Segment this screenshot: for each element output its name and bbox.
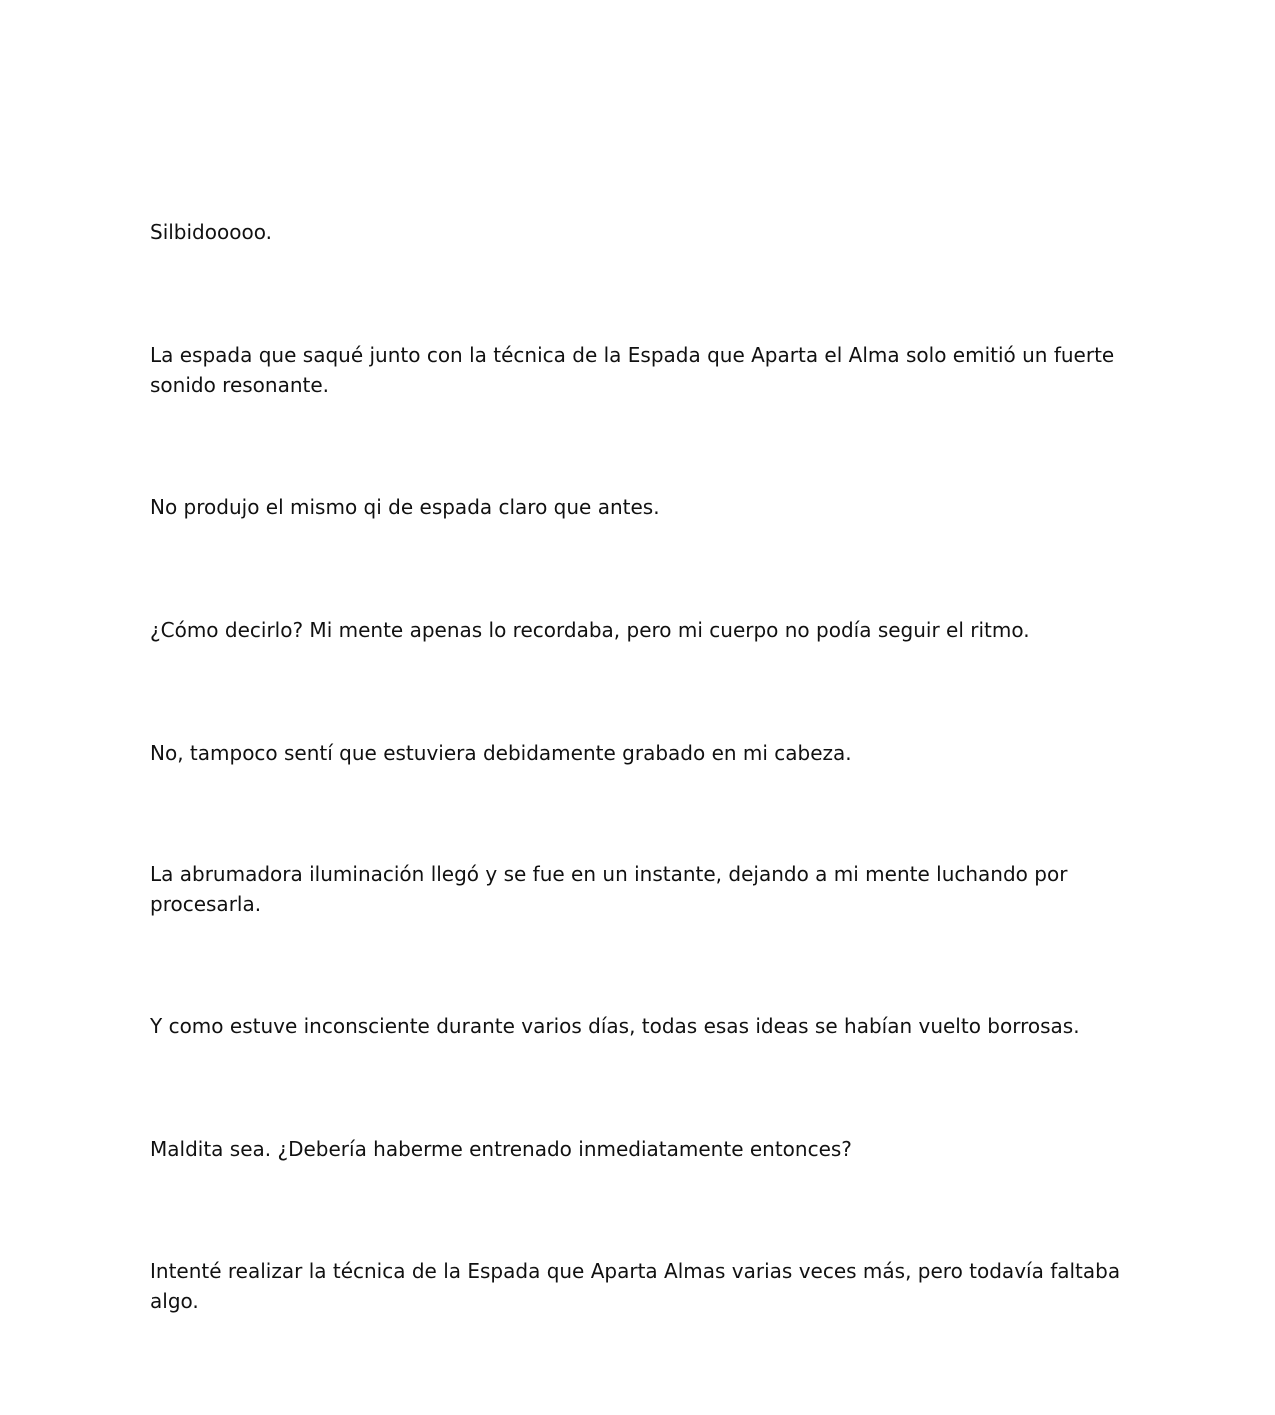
paragraph-4: ¿Cómo decirlo? Mi mente apenas lo recordaba, pero mi cuerpo no podía seguir el ritmo. xyxy=(150,618,1030,642)
paragraph-6: La abrumadora iluminación llegó y se fue en un instante, dejando a mi mente luchando por procesarla. xyxy=(150,862,1068,916)
paragraph-9: Intenté realizar la técnica de la Espada que Aparta Almas varias veces más, pero todavía faltaba algo. xyxy=(150,1259,1121,1313)
paragraph-1: Silbidooooo. xyxy=(150,220,272,244)
paragraph-3: No produjo el mismo qi de espada claro que antes. xyxy=(150,495,660,519)
paragraph-7: Y como estuve inconsciente durante varios días, todas esas ideas se habían vuelto borrosas. xyxy=(150,1014,1080,1038)
paragraph-5: No, tampoco sentí que estuviera debidamente grabado en mi cabeza. xyxy=(150,741,852,765)
paragraph-8: Maldita sea. ¿Debería haberme entrenado inmediatamente entonces? xyxy=(150,1137,852,1161)
paragraph-2: La espada que saqué junto con la técnica de la Espada que Aparta el Alma solo emitió un fuerte sonido resonante. xyxy=(150,343,1115,397)
